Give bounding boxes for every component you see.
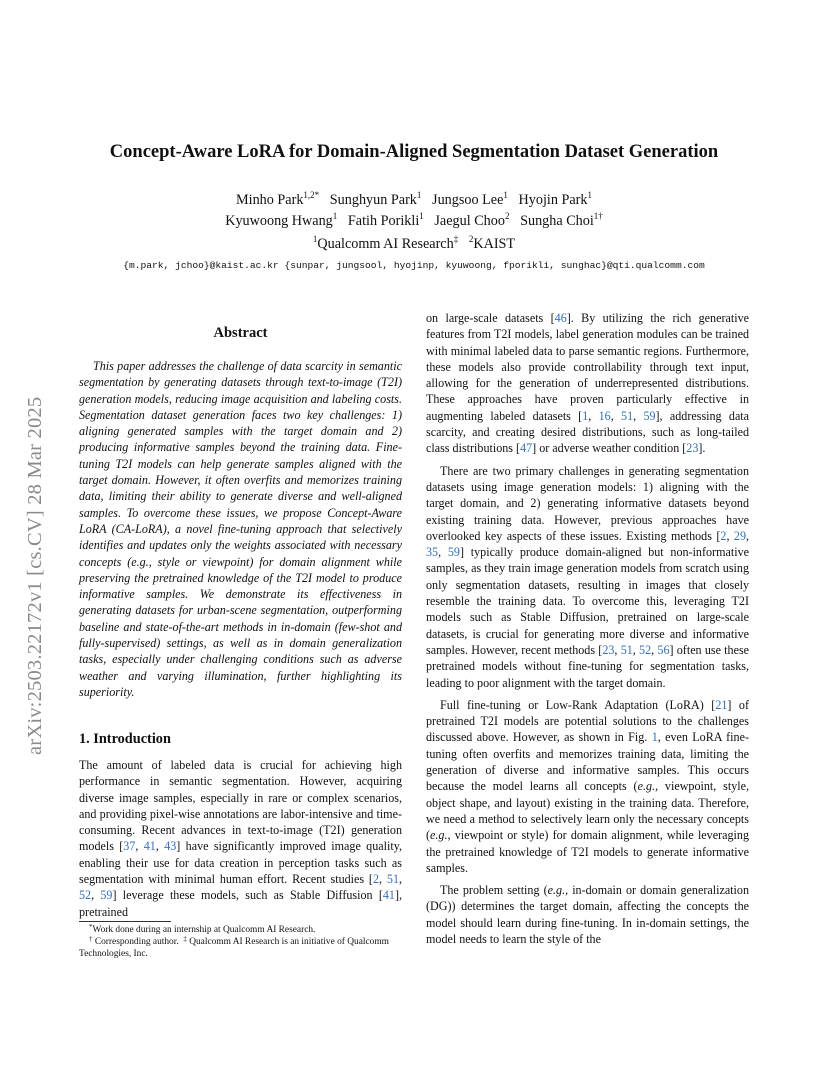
affiliation-name: KAIST [473, 236, 516, 252]
affiliation-number: 2 [468, 234, 474, 244]
affiliation-number: 1 [312, 234, 318, 244]
citation: 23 [686, 441, 699, 456]
citation: 56 [657, 642, 670, 657]
author-affiliation-mark: 1 [587, 190, 592, 200]
author-emails: {m.park, jchoo}@kaist.ac.kr {sunpar, jungsool, hyojinp, kyuwoong, fporikli, sunghac}@qti.qualcomm.com [123, 260, 705, 271]
citation: 41 [143, 839, 156, 854]
emphasis: e.g. [430, 828, 448, 843]
citation: 1 [651, 730, 658, 745]
author-affiliation-mark: 1 [419, 211, 424, 221]
citation: 21 [715, 697, 728, 712]
footnote-rule [79, 921, 171, 922]
author [434, 213, 509, 229]
abstract-text: This paper addresses the challenge of data scarcity in semantic segmentation by generating datasets through text-to-image (T2I) generation models, reducing image acquisition and labeling costs. Segmentation dataset generation faces two key challenges: 1) aligning generated samples with the target domain and 2) producing informative samples beyond the training data. Fine-tuning T2I models can help generate samples aligned with the target domain. However, it often overfits and memorizes training data, limiting their ability to generate diverse and well-aligned samples. To overcome these issues, we propose Concept-Aware LoRA (CA-LoRA), a novel fine-tuning approach that selectively identifies and updates only the weights associated with necessary concepts (e.g., style or viewpoint) for domain alignment while preserving the pretrained knowledge of the T2I model to produce informative samples. We demonstrate its effectiveness in generating datasets for urban-scene segmentation, outperforming baseline and state-of-the-art methods in in-domain (few-shot and fully-supervised) settings, as well as in domain generalization tasks, especially under challenging conditions such as adverse weather and varying illumination, further highlighting its superiority. [79, 359, 402, 699]
author [348, 213, 424, 229]
author-affiliation-mark: 1 [416, 190, 422, 200]
paragraph: The problem setting (e.g., in-domain or domain generalization (DG)) determines the target domain, affecting the concepts the model should learn during fine-tuning. In in-domain settings, the model needs to learn the style of the [426, 883, 749, 946]
citation: 16 [598, 408, 611, 423]
author [330, 192, 422, 208]
paragraph: Full fine-tuning or Low-Rank Adaptation (LoRA) [21] of pretrained T2I models are potential solutions to the challenges discussed above. However, as shown in Fig. 1, even LoRA fine-tuning often overfits and memorizes training data, limiting the generation of diverse and informative samples. This occurs because the model learns all concepts (e.g., viewpoint, style, object shape, and layout) existing in the training data. Therefore, we need a method to selectively learn only the necessary concepts (e.g., viewpoint or style) for domain alignment, while leveraging the pretrained knowledge of T2I models to generate informative samples. [426, 697, 750, 875]
paragraph: The amount of labeled data is crucial for achieving high performance in semantic segmentation. However, acquiring diverse image samples, especially in rare or complex scenarios, and providing pixel-wise annotations are labor-intensive and time-consuming. Recent advances in text-to-image (T2I) generation models [37, 41, 43] have significantly improved image quality, enabling their use for data creation in perception tasks such as segmentation with minimal human effort. Recent studies [2, 51, 52, 59] leverage these models, such as Stable Diffusion [41], pretrained [79, 758, 403, 919]
paragraph: There are two primary challenges in generating segmentation datasets using image generation models: 1) aligning with the target domain, and 2) generating informative datasets beyond existing training data. However, previous approaches have overlooked key aspects of these issues. Existing methods [2, 29, 35, 59] typically produce domain-aligned but non-informative samples, as they train image generation models from scratch using only segmentation datasets, resulting in images that closely resemble the training data. To overcome this, leveraging T2I models such as Stable Diffusion, pretrained on large-scale datasets, is crucial for generating more diverse and informative samples. However, recent methods [23, 51, 52, 56] often use these pretrained models without fine-tuning for segmentation tasks, leading to poor alignment with the target domain. [426, 463, 750, 690]
intro-right-column [426, 310, 749, 947]
arxiv-stamp [24, 285, 48, 755]
author-name: Minho Park [236, 192, 304, 208]
footnote-1 [79, 924, 402, 936]
citation: 51 [386, 872, 399, 887]
author [225, 213, 337, 229]
footnote-1-mark: * [89, 923, 93, 931]
author-affiliation-mark: 1 [332, 211, 338, 221]
intro-left-column [79, 757, 402, 920]
author [519, 192, 592, 208]
paragraph: on large-scale datasets [46]. By utilizing the rich generative features from T2I models, label generation modules can be trained with minimal labeled data to parse semantic regions. Furthermore, these models also provide controllability through text input, allowing for the generation of underrepresented distributions. These approaches have proven particularly effective in augmenting labeled datasets [1, 16, 51, 59], addressing data scarcity, and creating desired distributions, such as long-tailed class distributions [47] or adverse weather condition [23]. [426, 311, 750, 456]
footnote-2 [79, 936, 402, 960]
citation: 37 [123, 839, 136, 854]
citation: 51 [621, 408, 634, 423]
author-name: Kyuwoong Hwang [225, 213, 333, 229]
author [236, 192, 319, 208]
footnote-3-mark: ‡ [183, 935, 187, 943]
citation: 51 [620, 642, 633, 657]
citation: 52 [79, 888, 92, 903]
section-heading-introduction: 1. Introduction [79, 731, 171, 747]
arxiv-id: arXiv:2503.22172v1 [cs.CV] 28 Mar 2025 [24, 396, 46, 755]
author-affiliation-mark: 1,2* [303, 190, 320, 200]
emphasis: e.g. [547, 883, 566, 898]
author-affiliation-mark: 1 [503, 190, 508, 200]
citation: 41 [382, 888, 395, 903]
footnote-1-text: Work done during an internship at Qualcomm AI Research. [92, 925, 316, 935]
authors-line-2 [0, 213, 828, 230]
footnote-3-text: Qualcomm AI Research is an initiative of Qualcomm Technologies, Inc. [79, 937, 389, 959]
citation: 43 [164, 839, 177, 854]
citation: 46 [554, 311, 567, 325]
affiliation [313, 236, 458, 252]
author-name: Jaegul Choo [434, 213, 505, 229]
footnote-2-text: Corresponding author. [94, 937, 179, 947]
author-affiliation-mark: 1† [593, 211, 603, 221]
citation: 29 [733, 528, 746, 543]
affiliation-mark: ‡ [453, 234, 459, 244]
citation: 59 [447, 545, 460, 560]
citation: 35 [426, 545, 439, 560]
citation: 1 [582, 408, 589, 423]
author-name: Hyojin Park [518, 192, 588, 208]
citation: 59 [643, 408, 656, 423]
citation: 52 [639, 642, 652, 657]
author-name: Sungha Choi [520, 213, 594, 229]
citation: 47 [520, 441, 533, 456]
emphasis: e.g. [637, 779, 656, 794]
abstract-body [79, 358, 402, 700]
footnote-2-mark: † [89, 935, 93, 943]
abstract-heading: Abstract [213, 325, 268, 341]
affiliation [469, 236, 515, 252]
author-affiliation-mark: 2 [504, 211, 510, 221]
citation: 2 [720, 528, 727, 543]
paper-title: Concept-Aware LoRA for Domain-Aligned Segmentation Dataset Generation [109, 142, 719, 162]
footnotes [79, 924, 402, 960]
author-name: Jungsoo Lee [432, 192, 504, 208]
author [432, 192, 508, 208]
author-name: Fatih Porikli [347, 213, 420, 229]
citation: 2 [372, 872, 380, 887]
affiliation-name: Qualcomm AI Research [317, 236, 454, 252]
citation: 59 [100, 888, 113, 903]
author-name: Sunghyun Park [329, 192, 417, 208]
authors-line-1 [0, 192, 828, 209]
author [520, 213, 603, 229]
citation: 23 [602, 642, 615, 657]
affiliations [0, 236, 828, 253]
